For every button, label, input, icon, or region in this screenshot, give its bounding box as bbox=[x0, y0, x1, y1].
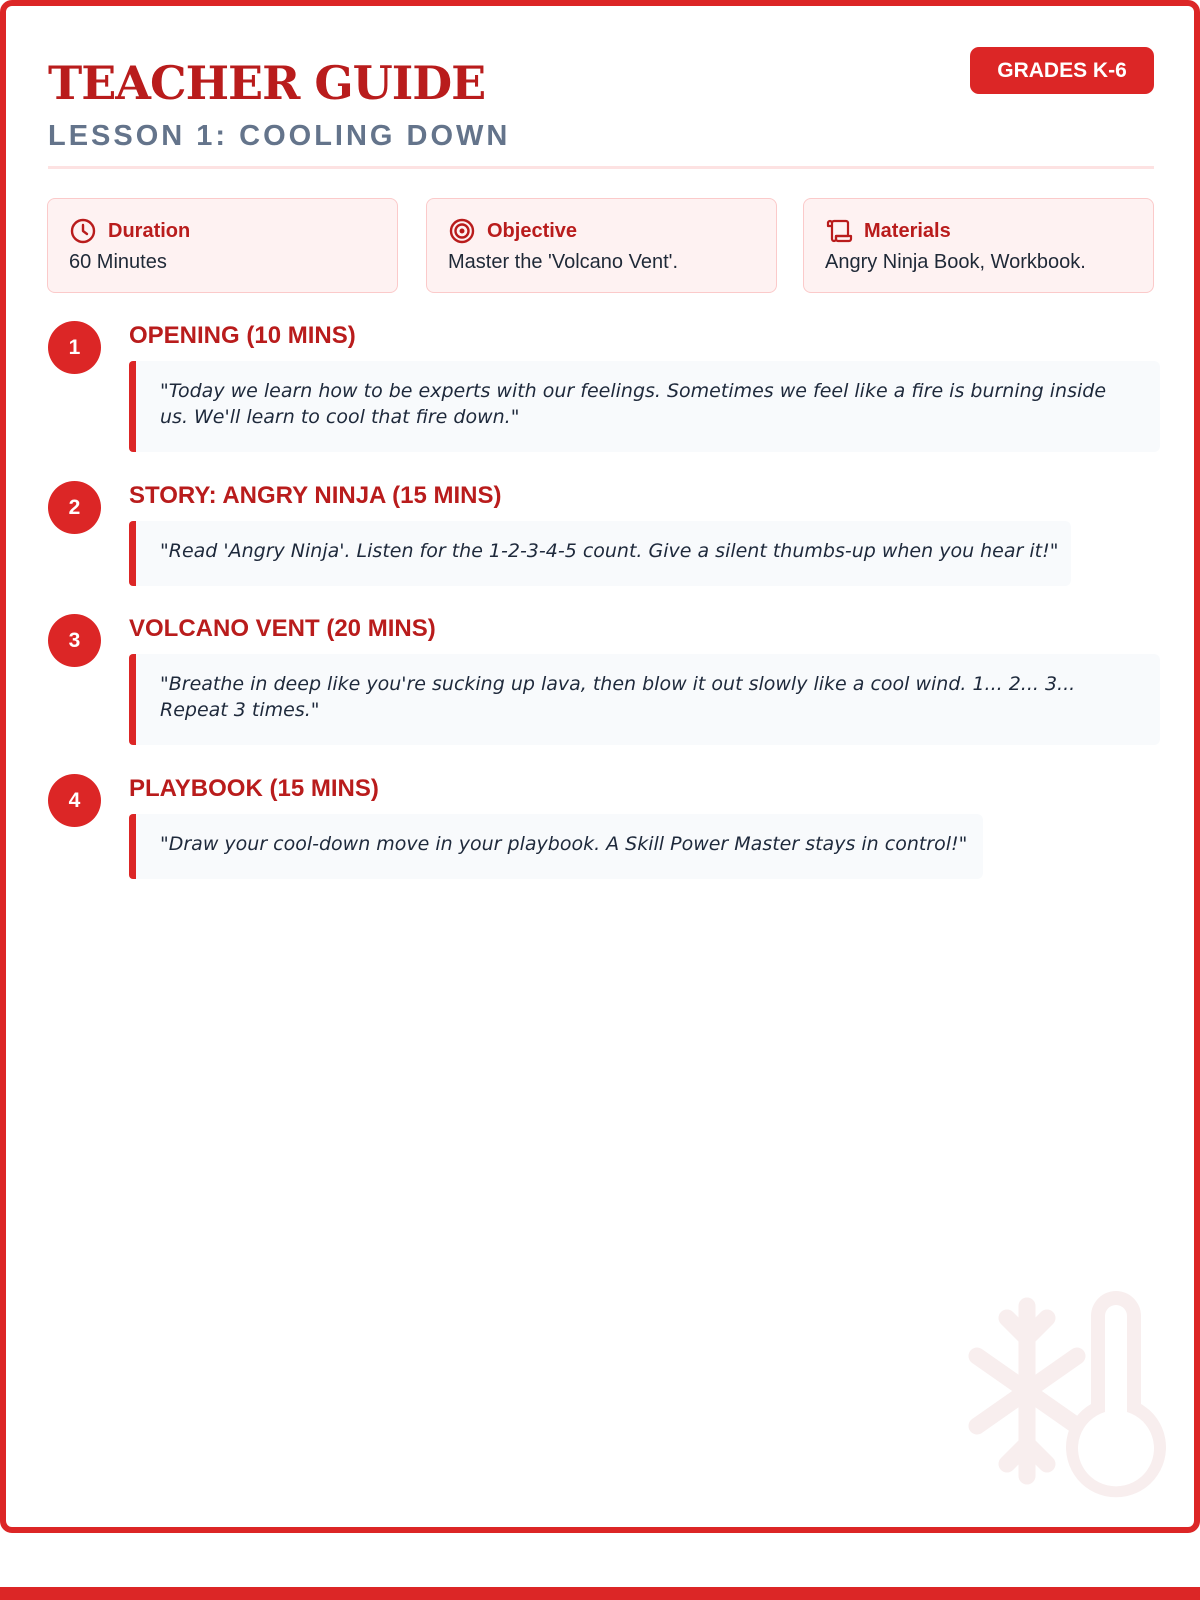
step-title: PLAYBOOK (15 MINS) bbox=[129, 775, 379, 802]
step-quote: "Today we learn how to be experts with our feelings. Sometimes we feel like a fire is burning inside us. We'll learn to cool that fire down." bbox=[129, 361, 1160, 452]
step-quote: "Draw your cool-down move in your playbook. A Skill Power Master stays in control!" bbox=[129, 814, 983, 879]
bottom-bar bbox=[0, 1587, 1200, 1600]
decoration bbox=[961, 1286, 1173, 1506]
step-number: 4 bbox=[48, 774, 101, 827]
scroll-icon bbox=[825, 217, 853, 245]
target-icon bbox=[448, 217, 476, 245]
step-title: STORY: ANGRY NINJA (15 MINS) bbox=[129, 482, 502, 509]
step-number: 1 bbox=[48, 321, 101, 374]
step-quote: "Breathe in deep like you're sucking up lava, then blow it out slowly like a cool wind. 1... 2... 3... Repeat 3 times." bbox=[129, 654, 1160, 745]
lesson-subtitle: LESSON 1: COOLING DOWN bbox=[48, 120, 511, 152]
duration-label: Duration bbox=[108, 219, 191, 242]
materials-label: Materials bbox=[864, 219, 951, 242]
objective-label: Objective bbox=[487, 219, 578, 242]
objective-value: Master the 'Volcano Vent'. bbox=[448, 251, 678, 273]
step-number: 2 bbox=[48, 481, 101, 534]
step-title: OPENING (10 MINS) bbox=[129, 322, 356, 349]
objective-card bbox=[426, 198, 777, 293]
page-title: TEACHER GUIDE bbox=[48, 56, 486, 110]
step-title: VOLCANO VENT (20 MINS) bbox=[129, 615, 436, 642]
header-divider bbox=[48, 166, 1154, 169]
materials-card bbox=[803, 198, 1154, 293]
clock-icon bbox=[69, 217, 97, 245]
duration-value: 60 Minutes bbox=[69, 251, 167, 273]
step-number: 3 bbox=[48, 614, 101, 667]
thermometer-icon bbox=[1066, 1291, 1166, 1497]
duration-card bbox=[47, 198, 398, 293]
step-quote: "Read 'Angry Ninja'. Listen for the 1-2-3-4-5 count. Give a silent thumbs-up when you hear it!" bbox=[129, 521, 1071, 586]
materials-value: Angry Ninja Book, Workbook. bbox=[825, 251, 1086, 273]
snowflake-icon bbox=[977, 1306, 1077, 1476]
grades-badge: GRADES K-6 bbox=[970, 47, 1154, 94]
